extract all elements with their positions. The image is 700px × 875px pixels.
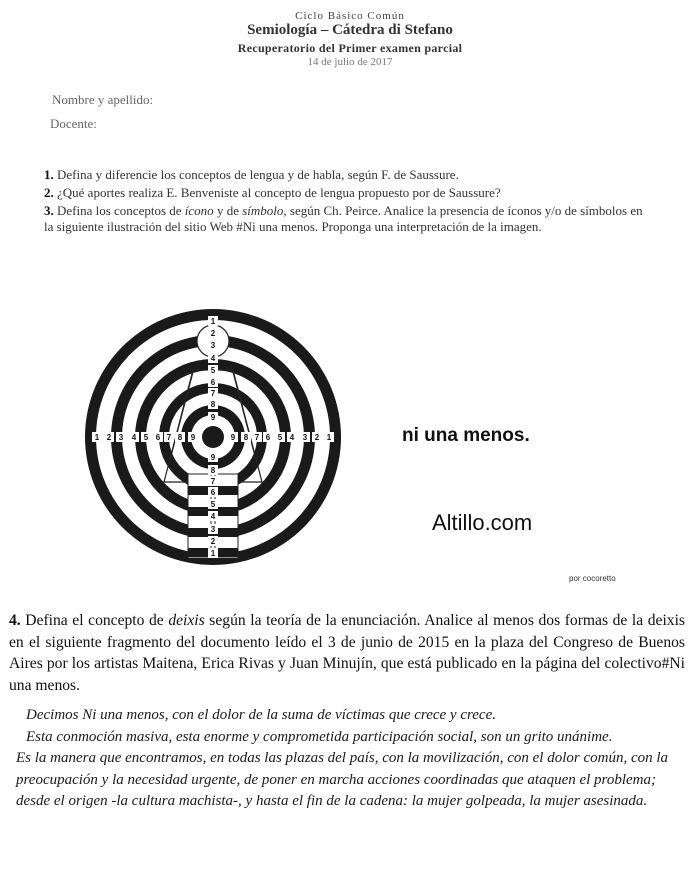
question-1-number: 1. [44,167,54,182]
question-3-term-icono: ícono [184,203,214,218]
ring-number: 3 [210,525,216,534]
slogan-text: ni una menos. [402,425,530,446]
ring-number: 3 [302,433,308,442]
ring-number: 2 [106,433,112,442]
ring-number: 9 [190,433,196,442]
question-4-term-deixis: deixis [168,612,205,629]
quote-paragraph-2: Esta conmoción masiva, esta enorme y comprometida participación social, son un grito unánime. [26,728,613,745]
question-3-text-a: Defina los conceptos de [57,203,185,218]
ring-number: 6 [210,378,216,387]
ring-number: 4 [289,433,295,442]
question-4-text-b: según la teoría de la enunciación. Analice al menos dos formas de la deixis en el siguiente fragmento del documento leído el 3 de junio de 2015 en la plaza del Congreso de Buenos Aires por los artistas Maitena, Erica Rivas y Juan Minujín, que está publicado en la página del colectivo#Ni una menos. [9,612,685,694]
ring-number: 1 [94,433,100,442]
bullseye [202,426,224,448]
header-exam: Recuperatorio del Primer examen parcial [237,41,463,55]
ring-number: 8 [210,400,216,409]
ring-number: 4 [131,433,137,442]
ring-number: 4 [210,512,216,521]
question-3 [44,203,644,235]
ring-number: 2 [210,329,216,338]
question-1 [44,167,644,183]
ring-number: 6 [155,433,161,442]
ring-number: 9 [230,433,236,442]
question-3-text-c: , según Ch. Peirce. Analice la presencia de íconos y/o de símbolos en la siguiente ilustración del sitio Web #Ni una menos. Proponga una interpretación de la imagen. [44,203,643,234]
question-2 [44,185,644,201]
ring-number: 5 [143,433,149,442]
ring-number: 6 [265,433,271,442]
ring-number: 6 [210,488,216,497]
ring-number: 1 [326,433,332,442]
question-3-text-b: y de [213,203,243,218]
ring-number: 3 [210,341,216,350]
question-1-text: Defina y diferencie los conceptos de lengua y de habla, según F. de Saussure. [57,167,459,182]
quote-paragraph-3: Es la manera que encontramos, en todas las plazas del país, con la movilización, con el dolor común, con la preocupación y la necesidad urgente, de poner en marcha acciones coordinadas que ataquen el problema; desde el origen -la cultura machista-, y hasta el fin de la cadena: la mujer golpeada, la mujer asesinada. [16,750,669,809]
ring-number: 9 [210,413,216,422]
ring-number: 7 [210,389,216,398]
question-3-term-simbolo: símbolo [242,203,284,218]
quote-paragraph-1: Decimos Ni una menos, con el dolor de la suma de víctimas que crece y crece. [26,707,497,723]
question-4-number: 4. [9,612,21,629]
ring-number: 1 [210,317,216,326]
quoted-fragment [16,705,686,813]
ring-number: 5 [210,366,216,375]
ring-number: 4 [210,354,216,363]
question-2-number: 2. [44,185,54,200]
watermark: Altillo.com [432,510,533,535]
ring-number: 5 [210,500,216,509]
ring-number: 8 [243,433,249,442]
header-date: 14 de julio de 2017 [307,56,393,68]
ring-number: 2 [314,433,320,442]
ring-number: 3 [118,433,124,442]
target-illustration [0,300,400,580]
illustration-credit: por cocoretto [569,574,616,583]
teacher-field-label: Docente: [50,116,97,131]
question-2-text: ¿Qué aportes realiza E. Benveniste al concepto de lengua propuesto por de Saussure? [57,185,501,200]
ring-number: 2 [210,537,216,546]
question-3-number: 3. [44,203,54,218]
header-course: Ciclo Básico Común [295,10,405,22]
ring-number: 7 [166,433,172,442]
ring-number: 1 [210,549,216,558]
question-4 [9,610,685,696]
ring-number: 8 [210,466,216,475]
ring-number: 9 [210,453,216,462]
question-4-text-a: Defina el concepto de [25,612,169,629]
header-subject: Semiología – Cátedra di Stefano [247,22,453,38]
ring-number: 7 [254,433,260,442]
name-field-label: Nombre y apellido: [52,92,154,107]
ring-number: 8 [177,433,183,442]
ring-number: 7 [210,477,216,486]
ring-number: 5 [277,433,283,442]
